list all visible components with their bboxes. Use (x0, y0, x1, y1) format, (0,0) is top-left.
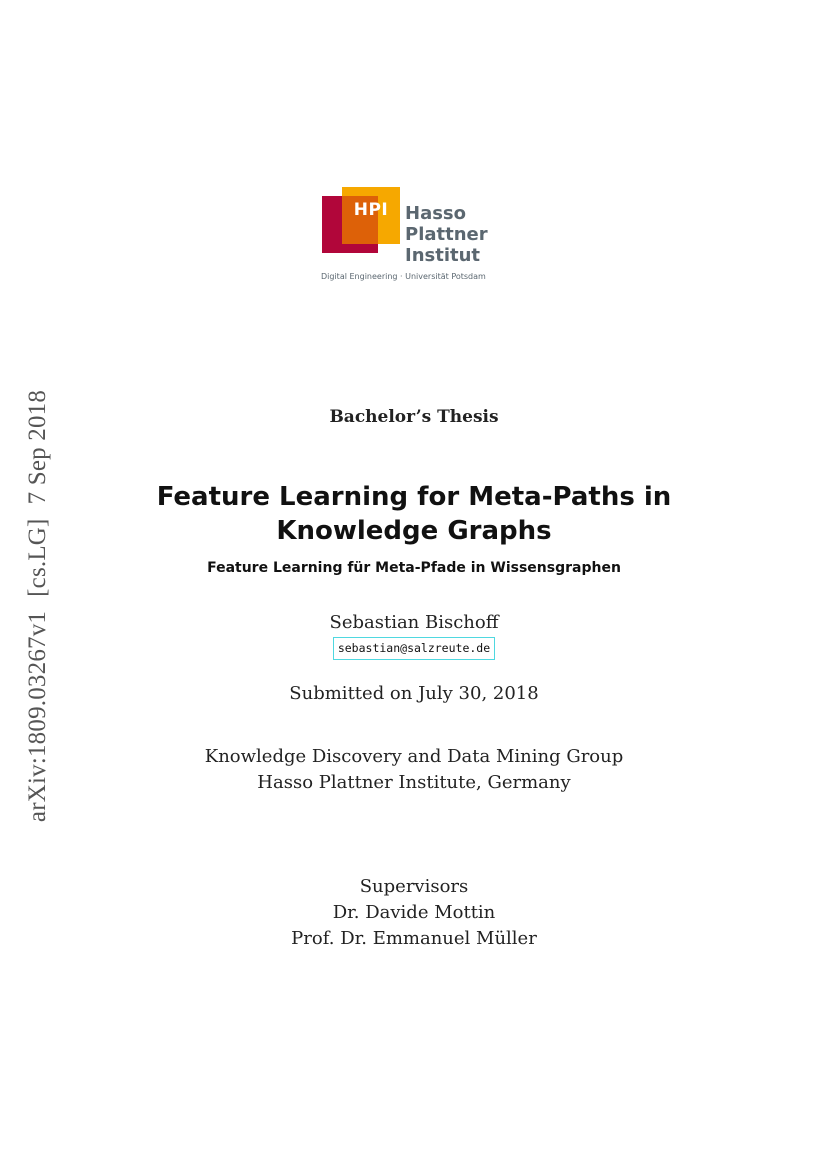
supervisors (0, 874, 828, 952)
logo-tagline: Digital Engineering · Universität Potsdam (321, 272, 486, 281)
affiliation (0, 744, 828, 796)
logo-name (405, 203, 488, 266)
thesis-title (0, 480, 828, 548)
logo-name-line: Hasso (405, 203, 467, 224)
thesis-subtitle: Feature Learning für Meta-Pfade in Wissensgraphen (207, 560, 621, 576)
arxiv-id: arXiv:1809.03267v1 (24, 610, 51, 823)
title-line: Knowledge Graphs (276, 516, 552, 546)
arxiv-category: [cs.LG] (24, 518, 51, 597)
affiliation-line: Knowledge Discovery and Data Mining Group (204, 746, 624, 767)
arxiv-date: 7 Sep 2018 (24, 389, 51, 505)
author-name: Sebastian Bischoff (329, 612, 499, 633)
logo-mark: HPI (353, 200, 389, 220)
thesis-type: Bachelor’s Thesis (329, 407, 499, 427)
email-link[interactable]: sebastian@salzreute.de (333, 637, 495, 660)
supervisors-heading: Supervisors (359, 876, 469, 897)
supervisor-name: Prof. Dr. Emmanuel Müller (291, 928, 537, 949)
affiliation-line: Hasso Plattner Institute, Germany (257, 772, 571, 793)
title-line: Feature Learning for Meta-Paths in (156, 482, 672, 512)
hpi-logo (320, 186, 492, 284)
logo-name-line: Institut (405, 245, 481, 266)
logo-name-line: Plattner (405, 224, 488, 245)
submission-date: Submitted on July 30, 2018 (289, 683, 539, 704)
supervisor-name: Dr. Davide Mottin (332, 902, 496, 923)
email-container (0, 637, 828, 660)
